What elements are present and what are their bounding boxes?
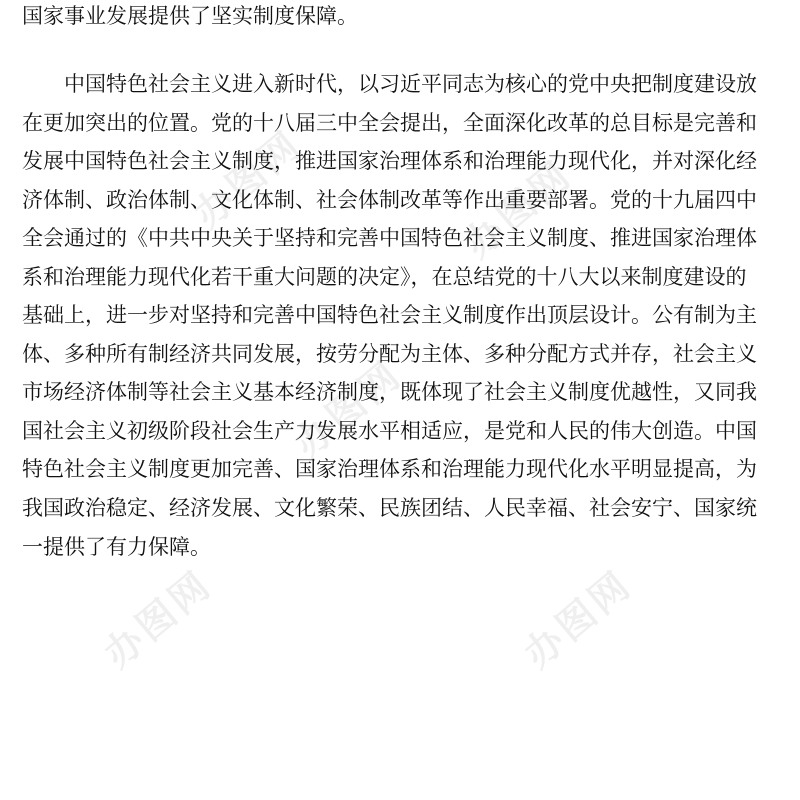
paragraph-line: 中国特色社会主义进入新时代，以习近平同志为核心的党中央把制度建设放 [64, 72, 757, 96]
paragraph-line: 体、多种所有制经济共同发展，按劳分配为主体、多种分配方式并存，社会主义 [22, 341, 757, 366]
previous-paragraph-tail: 国家事业发展提供了坚实制度保障。 [22, 4, 358, 28]
watermark: 办图网 [185, 121, 311, 237]
watermark: 办图网 [95, 561, 221, 677]
paragraph-line: 特色社会主义制度更加完善、国家治理体系和治理能力现代化水平明显提高，为 [22, 457, 757, 482]
paragraph-line: 我国政治稳定、经济发展、文化繁荣、民族团结、人民幸福、社会安宁、国家统 [22, 496, 757, 521]
watermark: 办图网 [285, 351, 411, 467]
paragraph-line: 系和治理能力现代化若干重大问题的决定》，在总结党的十八大以来制度建设的 [22, 264, 747, 289]
paragraph-line: 济体制、政治体制、文化体制、社会体制改革等作出重要部署。党的十九届四中 [22, 187, 757, 212]
body-paragraph [22, 65, 782, 566]
paragraph-line: 全会通过的《中共中央关于坚持和完善中国特色社会主义制度、推进国家治理体 [22, 226, 757, 251]
paragraph-line: 国社会主义初级阶段社会生产力发展水平相适应，是党和人民的伟大创造。中国 [22, 418, 757, 443]
paragraph-line: 发展中国特色社会主义制度，推进国家治理体系和治理能力现代化，并对深化经 [22, 149, 757, 174]
paragraph-line: 市场经济体制等社会主义基本经济制度，既体现了社会主义制度优越性，又同我 [22, 380, 757, 405]
watermark: 办图网 [515, 561, 641, 677]
paragraph-line: 基础上，进一步对坚持和完善中国特色社会主义制度作出顶层设计。公有制为主 [22, 303, 757, 328]
paragraph-line: 在更加突出的位置。党的十八届三中全会提出，全面深化改革的总目标是完善和 [22, 110, 757, 135]
paragraph-line: 一提供了有力保障。 [22, 534, 211, 559]
watermark: 办图网 [455, 151, 581, 267]
